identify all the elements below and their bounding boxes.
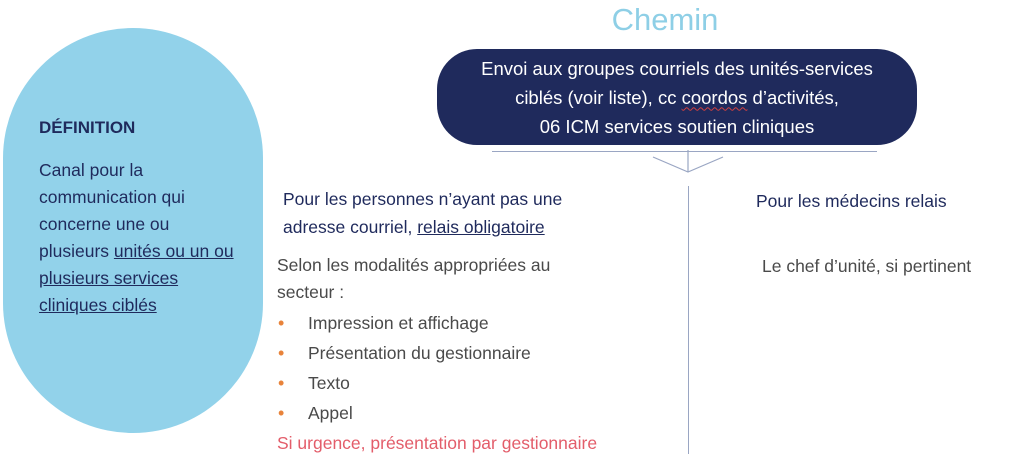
banner-coordos: coordos [681,86,748,108]
relay-required-text: relais obligatoire [417,217,545,237]
diagram-title: Chemin [611,2,719,37]
no-email-details [277,252,677,458]
urgent-note: Si urgence, présentation par gestionnaire [277,433,598,453]
banner-line-1: Envoi aux groupes courriels des unités-services [481,57,873,79]
distribution-banner [437,49,917,145]
list-item-label: Texto [308,373,350,393]
physician-relay-heading: Pour les médecins relais [756,191,947,211]
list-item-label: Présentation du gestionnaire [308,343,531,363]
definition-title: DÉFINITION [39,118,136,137]
bullet-icon: • [278,313,285,333]
definition-text [39,157,239,319]
bullet-icon: • [278,373,285,393]
list-item-label: Appel [308,403,353,423]
banner-line-3: 06 ICM services soutien cliniques [539,115,815,137]
bullet-icon: • [278,343,285,363]
banner-line-2 [437,83,917,112]
list-item-label: Impression et affichage [308,313,489,333]
physician-relay-text: Le chef d’unité, si pertinent [762,256,972,276]
no-email-heading [283,185,613,241]
no-email-heading-text: Pour les personnes n’ayant pas une adresse courriel, [283,189,563,237]
list-item [277,398,677,428]
list-item [277,308,677,338]
definition-shape [3,28,263,433]
modalities-list [277,308,677,428]
chevron-down-icon [652,150,724,176]
definition-text-underlined: unités ou un ou plusieurs services cliniques ciblés [39,241,234,315]
bullet-icon: • [278,403,285,423]
banner-line-2-start: ciblés (voir liste), cc [515,86,682,108]
modalities-intro: Selon les modalités appropriées au secteur : [277,255,551,302]
banner-line-2-end: d’activités, [747,86,839,108]
list-item [277,368,677,398]
definition-text-start: Canal pour la communication qui concerne une ou plusieurs [39,160,185,261]
vertical-divider [688,186,689,454]
list-item [277,338,677,368]
